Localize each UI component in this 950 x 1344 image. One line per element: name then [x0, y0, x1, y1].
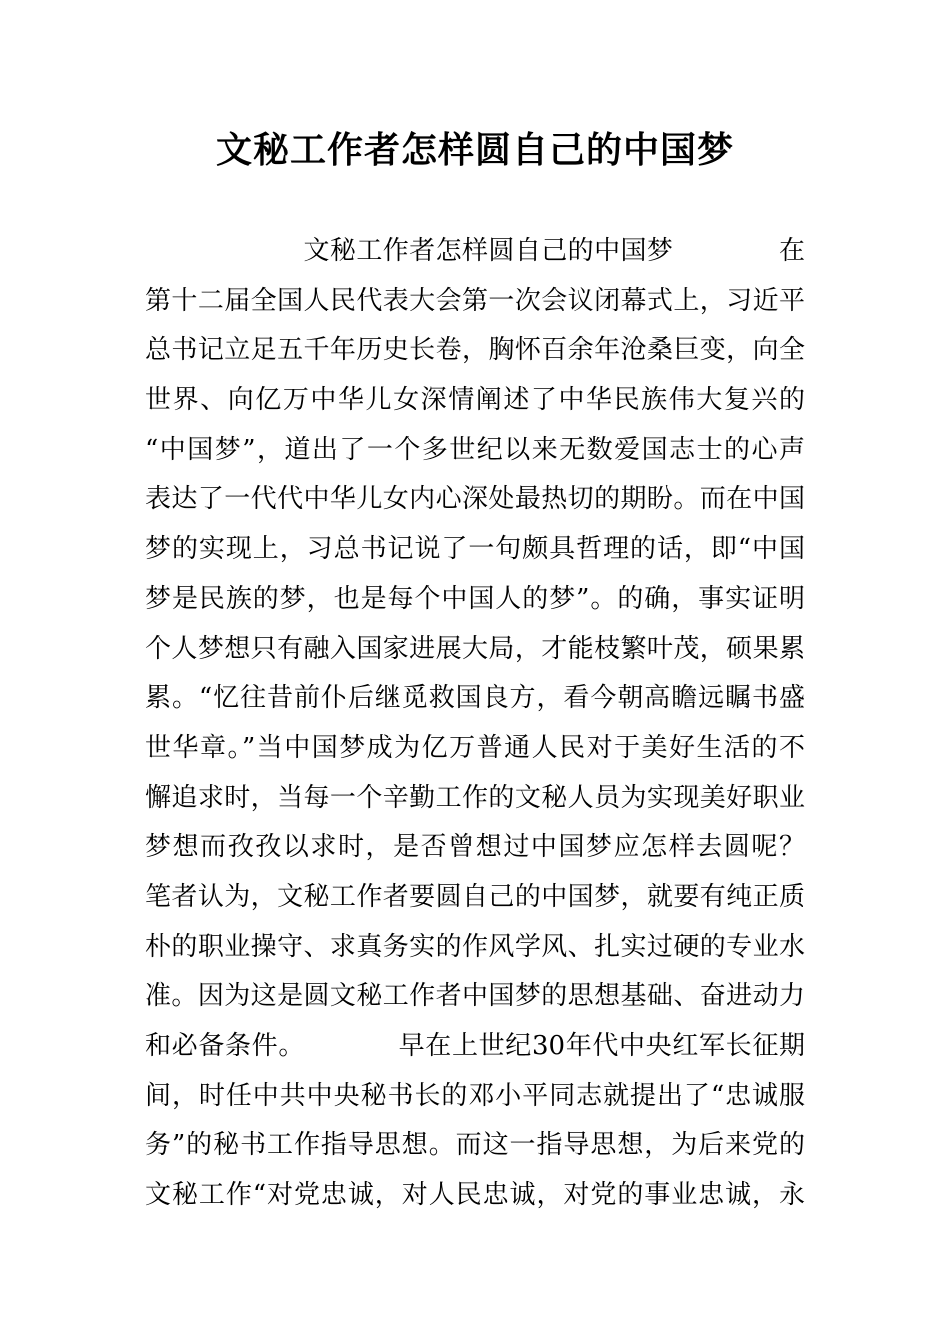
body-line: 懈追求时，当每一个辛勤工作的文秘人员为实现美好职业: [145, 782, 805, 813]
body-line: 梦是民族的梦，也是每个中国人的梦”。的确，事实证明: [145, 583, 805, 614]
body-line: 和必备条件。 早在上世纪30年代中央红军长征期: [145, 1031, 805, 1061]
body-line: 第十二届全国人民代表大会第一次会议闭幕式上，习近平: [145, 285, 805, 316]
body-line: 梦的实现上，习总书记说了一句颇具哲理的话，即“中国: [145, 534, 805, 565]
body-line: 总书记立足五千年历史长卷，胸怀百余年沧桑巨变，向全: [145, 335, 805, 366]
body-line: 文秘工作者怎样圆自己的中国梦 在: [145, 236, 805, 266]
body-line: 个人梦想只有融入国家进展大局，才能枝繁叶茂，硕果累: [145, 633, 805, 664]
document-body: [145, 227, 805, 1221]
body-line: 间，时任中共中央秘书长的邓小平同志就提出了“忠诚服: [145, 1080, 805, 1111]
body-line: 累。“忆往昔前仆后继觅救国良方，看今朝高瞻远瞩书盛: [145, 683, 805, 714]
body-line: 世华章。”当中国梦成为亿万普通人民对于美好生活的不: [145, 732, 805, 763]
body-line: 准。因为这是圆文秘工作者中国梦的思想基础、奋进动力: [145, 981, 805, 1012]
body-line: 文秘工作“对党忠诚，对人民忠诚，对党的事业忠诚，永: [145, 1180, 805, 1211]
body-line: 朴的职业操守、求真务实的作风学风、扎实过硬的专业水: [145, 931, 805, 962]
document-title: 文秘工作者怎样圆自己的中国梦: [215, 130, 734, 171]
body-line: 务”的秘书工作指导思想。而这一指导思想，为后来党的: [145, 1130, 805, 1161]
body-line: 笔者认为，文秘工作者要圆自己的中国梦，就要有纯正质: [145, 881, 805, 912]
body-line: 梦想而孜孜以求时，是否曾想过中国梦应怎样去圆呢？: [145, 832, 805, 863]
body-line: “中国梦”，道出了一个多世纪以来无数爱国志士的心声: [145, 434, 805, 465]
body-line: 世界、向亿万中华儿女深情阐述了中华民族伟大复兴的: [145, 385, 805, 416]
body-line: 表达了一代代中华儿女内心深处最热切的期盼。而在中国: [145, 484, 805, 515]
